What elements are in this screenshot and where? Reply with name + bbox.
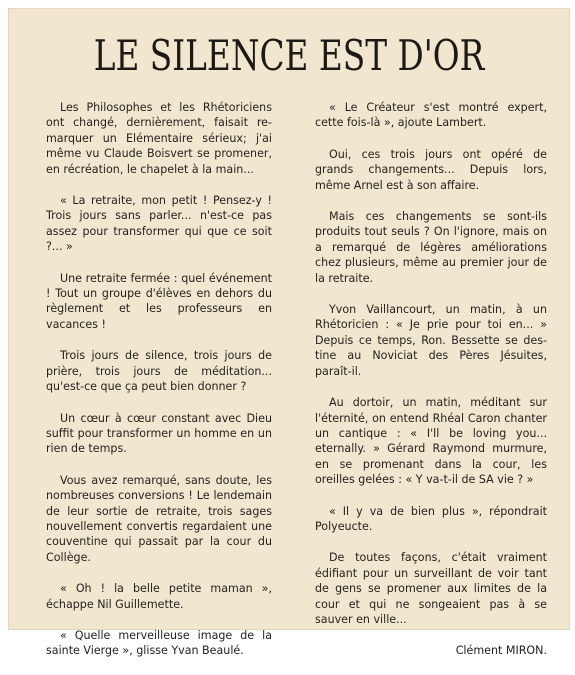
paragraph: « Le Créateur s'est montré expert, cette fois-là », ajoute Lambert. [315,101,547,130]
paragraph: Une retraite fermée : quel événement ! Tout un groupe d'élèves en dehors du règlement et les professeurs en vacances ! [46,271,272,331]
paragraph: « Il y va de bien plus », répondrait Polyeucte. [315,504,547,533]
paragraph: Au dortoir, un matin, méditant sur l'éternité, on entend Rhéal Caron chanter un cantique : « I'll be loving you... eternally. » Gérard Raymond murmure, en se promenant dans la cour, les oreilles gelées : « Y va-t-il de SA vie ? » [315,396,547,487]
paragraph: « La retraite, mon petit ! Pensez-y ! Trois jours sans parler... n'est-ce pas assez pour transformer qui que ce soit ?... » [46,194,272,254]
left-column [46,100,272,675]
article-title: LE SILENCE EST D'OR [93,31,485,80]
paragraph: Vous avez remarqué, sans doute, les nombreuses conversions ! Le lendemain de leur sortie de retraite, trois sages nouvellement convertis regardaient une couventine qui passait par la cour du Collège. [46,473,272,564]
right-column [315,100,547,659]
paragraph: Mais ces changements se sont-ils produits tout seuls ? On l'ignore, mais on a remarqué de légères améliorations chez plusieurs, même au premier jour de la retraite. [315,210,547,285]
author-signature: Clément MIRON. [455,644,547,658]
paragraph: De toutes façons, c'était vraiment édifiant pour un surveillant de voir tant de gens se promener aux limites de la cour et qui ne songeaient pas à se sauver en ville... [315,551,547,626]
newspaper-clipping [8,8,570,658]
paragraph: Trois jours de silence, trois jours de prière, trois jours de méditation... qu'est-ce que ça peut bien donner ? [46,349,272,394]
paragraph: Un cœur à cœur constant avec Dieu suffit pour transformer un homme en un rien de temps. [46,411,272,456]
paragraph: Les Philosophes et les Rhétoriciens ont changé, dernièrement, faisait remarquer un Elémentaire sérieux; j'ai même vu Claude Boisvert se promener, en récréation, le chapelet à la main... [46,101,272,176]
paragraph: « Oh ! la belle petite maman », échappe Nil Guillemette. [46,582,272,611]
paragraph: Yvon Vaillancourt, un matin, à un Rhétoricien : « Je prie pour toi en... » Depuis ce temps, Ron. Bessette se destine au Noviciat des Pères Jésuites, paraît-il. [315,303,547,378]
paragraph: « Quelle merveilleuse image de la sainte Vierge », glisse Yvan Beaulé. [46,628,272,658]
paragraph: Oui, ces trois jours ont opéré de grands changements... Depuis lors, même Arnel est à son affaire. [315,147,547,192]
